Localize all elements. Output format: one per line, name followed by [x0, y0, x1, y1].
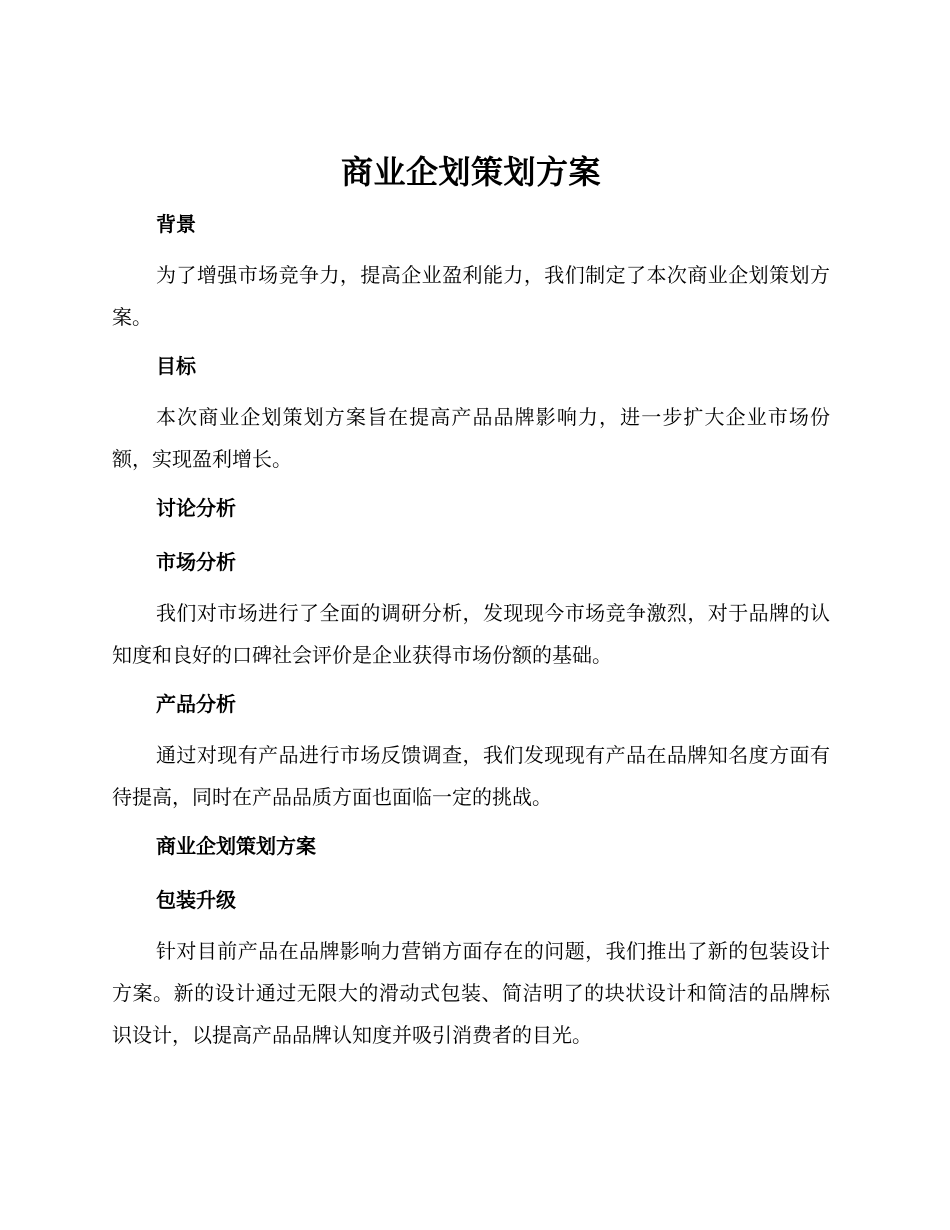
section-body-market-analysis: 我们对市场进行了全面的调研分析，发现现今市场竞争激烈，对于品牌的认知度和良好的口碑社会评价是企业获得市场份额的基础。 — [112, 601, 830, 667]
section-body-packaging-upgrade: 针对目前产品在品牌影响力营销方面存在的问题，我们推出了新的包装设计方案。新的设计通过无限大的滑动式包装、简洁明了的块状设计和简洁的品牌标识设计，以提高产品品牌认知度并吸引消费者的目光。 — [112, 939, 830, 1047]
section-heading-background: 背景 — [156, 212, 196, 236]
spacer — [112, 480, 830, 492]
spacer — [112, 240, 830, 254]
spacer — [112, 338, 830, 350]
section-heading-product-analysis: 产品分析 — [156, 692, 236, 716]
section-heading-market-analysis: 市场分析 — [156, 550, 236, 574]
spacer — [112, 676, 830, 688]
spacer — [112, 578, 830, 592]
section-body-background: 为了增强市场竞争力，提高企业盈利能力，我们制定了本次商业企划策划方案。 — [112, 263, 830, 329]
spacer — [112, 382, 830, 396]
spacer — [112, 862, 830, 884]
spacer — [112, 720, 830, 734]
spacer — [112, 818, 830, 830]
section-heading-packaging-upgrade: 包装升级 — [156, 888, 236, 912]
spacer — [112, 524, 830, 546]
section-heading-discussion: 讨论分析 — [156, 496, 236, 520]
section-body-product-analysis: 通过对现有产品进行市场反馈调查，我们发现现有产品在品牌知名度方面有待提高，同时在产品品质方面也面临一定的挑战。 — [112, 743, 830, 809]
document-title: 商业企划策划方案 — [340, 153, 601, 191]
spacer — [112, 916, 830, 930]
section-body-goal: 本次商业企划策划方案旨在提高产品品牌影响力，进一步扩大企业市场份额，实现盈利增长。 — [112, 405, 830, 471]
section-heading-goal: 目标 — [156, 354, 196, 378]
section-heading-plan: 商业企划策划方案 — [156, 834, 316, 858]
